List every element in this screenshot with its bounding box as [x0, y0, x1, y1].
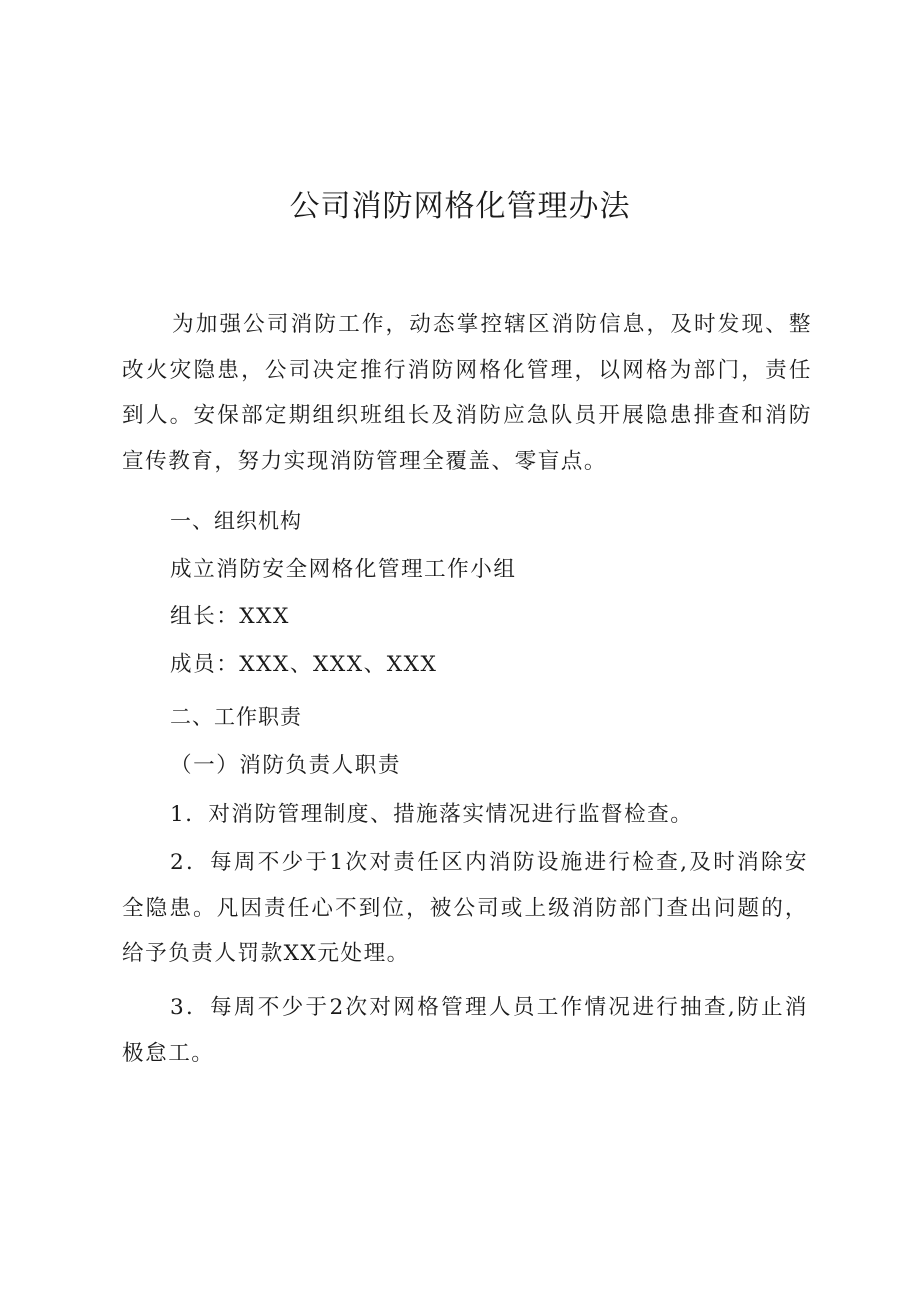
- intro-paragraph: 为加强公司消防工作，动态掌控辖区消防信息，及时发现、整改火灾隐患，公司决定推行消防网格化管理，以网格为部门，责任到人。安保部定期组织班组长及消防应急队员开展隐患排查和消防宣传教育，努力实现消防管理全覆盖、零盲点。: [122, 312, 812, 474]
- duty-item-2: 2．每周不少于1次对责任区内消防设施进行检查,及时消除安全隐患。凡因责任心不到位，被公司或上级消防部门查出问题的，给予负责人罚款XX元处理。: [122, 850, 808, 966]
- members-line: 成员：XXX、XXX、XXX: [170, 652, 438, 677]
- duty-item-3: 3．每周不少于2次对网格管理人员工作情况进行抽查,防止消极怠工。: [122, 995, 808, 1066]
- subsection-heading-fire-officer: （一）消防负责人职责: [170, 753, 401, 778]
- section-heading-duties: 二、工作职责: [170, 705, 302, 729]
- document-title: 公司消防网格化管理办法: [289, 189, 631, 224]
- organization-line: 成立消防安全网格化管理工作小组: [170, 557, 517, 582]
- section-heading-organization: 一、组织机构: [170, 509, 302, 533]
- leader-line: 组长：XXX: [170, 604, 290, 629]
- duty-item-1: 1．对消防管理制度、措施落实情况进行监督检查。: [170, 802, 694, 827]
